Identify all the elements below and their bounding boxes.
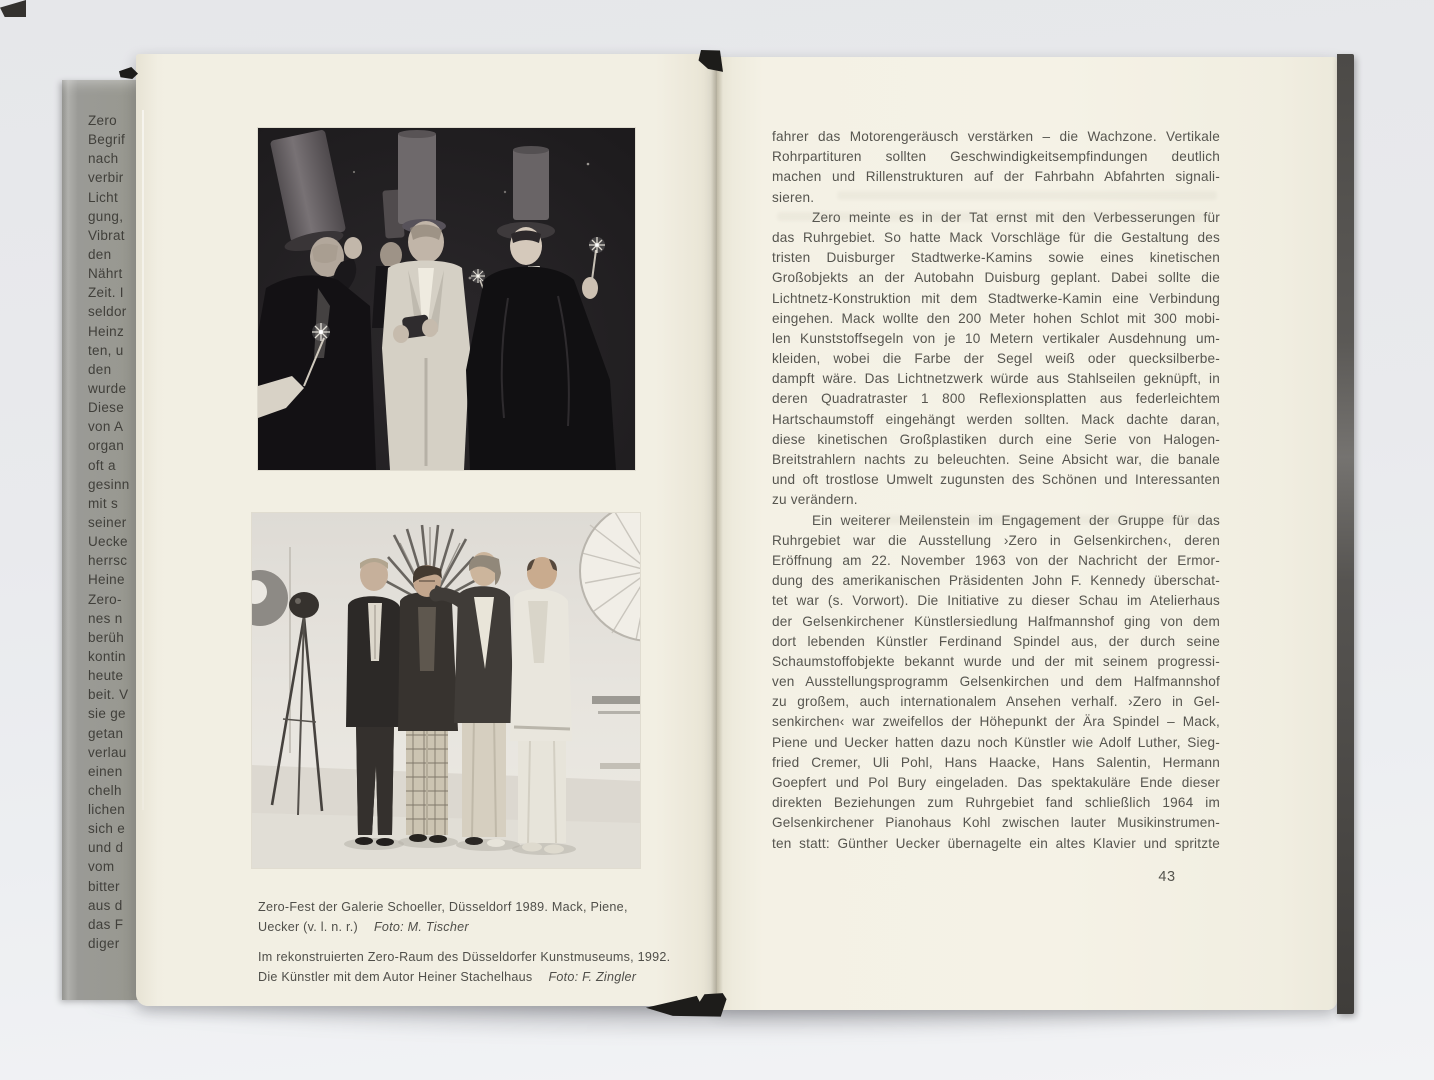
page-edge-highlight: [142, 110, 144, 810]
text-line: Piene und Uecker hatten dazu noch Künstler wie Adolf Luther, Sieg-: [772, 734, 1220, 750]
flap-line: gung,: [88, 208, 124, 224]
flap-line: das F: [88, 916, 124, 932]
text-line: Rohrpartituren sollten Geschwindigkeitsempfindungen deutlich: [772, 149, 1220, 165]
text-line: und oft trostlose Umwelt zugunsten des Schönen und Interessanten: [772, 472, 1220, 488]
caption-line: Im rekonstruierten Zero-Raum des Düsseldorfer Kunstmuseums, 1992.: [258, 950, 671, 964]
flap-line: Heine: [88, 572, 125, 588]
flap-line: Zero-: [88, 591, 122, 607]
cover-edge: [1337, 54, 1354, 1014]
flap-line: kontin: [88, 648, 126, 664]
left-page: [136, 54, 717, 1006]
photo-credit: Foto: M. Tischer: [373, 920, 469, 934]
flap-line: aus d: [88, 897, 123, 913]
showthrough: [877, 515, 1207, 524]
flap-line: sie ge: [88, 706, 126, 722]
flap-line: Nährt: [88, 266, 123, 282]
photo-zero-raum-art: [252, 513, 640, 868]
text-line: zu großem, auch internationalem Ansehen verhalf. ›Zero in Gel-: [772, 694, 1220, 710]
text-line: dampft wäre. Das Lichtnetzwerk würde aus Stahlseilen geknüpft, in: [772, 371, 1220, 387]
flap-line: vom: [88, 859, 115, 875]
text-line: Schaumstoffobjekte bekannt wurde und der mit seinem progressi-: [772, 653, 1220, 669]
showthrough: [837, 191, 1217, 200]
flap-line: heute: [88, 668, 124, 684]
text-line: len Kunststoffsegeln von je 10 Metern vertikaler Ausdehnung um-: [772, 330, 1220, 346]
flap-line: Licht: [88, 189, 119, 205]
text-line: Breitstrahlern nachts zu beleuchten. Seine Absicht war, die banale: [772, 452, 1220, 467]
flap-line: nes n: [88, 610, 123, 626]
flap-line: gesinn: [88, 476, 130, 492]
flap-line: mit s: [88, 495, 118, 511]
text-line: Großobjekts an der Autobahn Duisburg geplant. Dabei sollte die: [772, 270, 1220, 286]
text-line: Goepfert und Pol Bury eingeladen. Das spektakuläre Ende dieser: [772, 775, 1220, 790]
text-line: Ein weiterer Meilenstein im Engagement der Gruppe für das: [812, 512, 1220, 528]
gutter-shadow: [711, 56, 723, 1006]
text-line: dort lebenden Künstler Ferdinand Spindel aus, der durch seine: [772, 633, 1220, 649]
flap-line: Heinz: [88, 323, 125, 339]
photo-zero-fest: [258, 128, 635, 470]
cover-hook-bottom-right: [0, 0, 26, 17]
flap-line: Begrif: [88, 132, 126, 148]
flap-line: verlau: [88, 744, 127, 760]
text-line: senkirchen‹ war zweifellos der Höhepunkt der Ära Spindel – Mack,: [772, 714, 1220, 730]
flap-line: Vibrat: [88, 227, 125, 243]
text-line: deren Quadratraster 1 800 Reflexionsplatten aus federleichtem: [772, 391, 1220, 407]
flap-line: den: [88, 361, 112, 377]
flap-line: wurde: [88, 380, 127, 396]
flap-line: verbir: [88, 170, 124, 186]
flap-line: oft a: [88, 457, 116, 473]
flap-line: nach: [88, 151, 119, 167]
page-number: 43: [1158, 869, 1176, 885]
text-line: direkten Beziehungen zum Ruhrgebiet fand schließlich 1964 im: [772, 795, 1220, 811]
flap-text: [88, 111, 138, 953]
flap-line: von A: [88, 419, 124, 435]
text-line: tristen Duisburger Stadtwerke-Kamins sowie eines kinetischen: [772, 250, 1220, 266]
text-line: sieren.: [772, 189, 815, 205]
caption-line: Die Künstler mit dem Autor Heiner Stachelhaus Foto: F. Zingler: [258, 970, 637, 984]
right-page-text: [772, 127, 1220, 854]
text-line: ven Ausstellungsprogramm Gelsenkirchen und dem Halfmannshof: [772, 674, 1220, 690]
text-line: machen und Rillenstrukturen auf der Fahrbahn Abfahrten signali-: [772, 169, 1220, 185]
text-line: Ruhrgebiet war die Ausstellung ›Zero in Gelsenkirchen‹, deren: [772, 532, 1220, 548]
text-line: Lichtnetz-Konstruktion mit dem Stadtwerke-Kamin eine Verbindung: [772, 290, 1220, 306]
flap-line: chelh: [88, 782, 122, 798]
text-line: dung des amerikanischen Präsidenten John F. Kennedy überschat-: [772, 573, 1220, 589]
caption-line: Uecker (v. l. n. r.) Foto: M. Tischer: [258, 920, 469, 934]
flap-line: Zero: [88, 113, 117, 128]
text-line: Zero meinte es in der Tat ernst mit den Verbesserungen für: [812, 209, 1220, 225]
flap-line: getan: [88, 725, 124, 741]
flap-line: seldor: [88, 304, 127, 320]
text-line: ten statt: Günther Uecker übernagelte ein altes Klavier und spritzte: [772, 835, 1220, 851]
flap-line: Diese: [88, 400, 125, 416]
flap-line: seiner: [88, 514, 127, 530]
showthrough: [777, 212, 1207, 221]
text-line: zu verändern.: [772, 492, 858, 508]
text-line: eingehen. Mack wollte den 200 Meter hohen Schlot mit 300 mobi-: [772, 310, 1220, 326]
photo-credit: Foto: F. Zingler: [548, 970, 637, 984]
flap-line: berüh: [88, 629, 125, 645]
text-line: fahrer das Motorengeräusch verstärken – die Wachzone. Vertikale: [772, 129, 1220, 144]
text-line: der Gelsenkirchener Künstlersiedlung Halfmannshof ging von dem: [772, 613, 1220, 629]
caption-zero-raum: [258, 947, 678, 987]
flap-line: und d: [88, 840, 124, 856]
text-line: fried Cremer, Uli Pohl, Hans Haacke, Hans Salentin, Hermann: [772, 754, 1220, 770]
text-line: diese kinetischen Großplastiken durch eine Serie von Halogen-: [772, 431, 1220, 447]
flap-line: herrsc: [88, 553, 128, 569]
flap-line: ten, u: [88, 342, 124, 358]
flap-line: Zeit. I: [88, 285, 124, 301]
flap-line: Uecke: [88, 534, 128, 550]
flap-line: lichen: [88, 802, 126, 818]
flap-line: organ: [88, 438, 125, 454]
dust-jacket-flap: [62, 80, 138, 1000]
text-line: Gelsenkirchener Pianohaus Kohl zwischen lauter Musikinstrumen-: [772, 815, 1220, 831]
flap-line: beit. V: [88, 687, 129, 703]
right-page: [717, 57, 1337, 1010]
photo-zero-fest-art: [258, 128, 635, 470]
text-line: kleiden, wobei die Farbe der Segel weiß oder quecksilberbe-: [772, 351, 1220, 367]
text-line: das Ruhrgebiet. So hatte Mack Vorschläge für die Gestaltung des: [772, 229, 1220, 245]
caption-zero-fest: [258, 897, 678, 937]
flap-line: bitter: [88, 878, 120, 894]
caption-line: Zero-Fest der Galerie Schoeller, Düsseldorf 1989. Mack, Piene,: [258, 900, 628, 914]
text-line: Hartschaumstoff eingehängt werden sollten. Mack dachte daran,: [772, 411, 1220, 427]
flap-line: diger: [88, 936, 120, 952]
photo-zero-raum: [252, 513, 640, 868]
text-line: Eröffnung am 22. November 1963 von der Nachricht der Ermor-: [772, 552, 1220, 568]
flap-line: sich e: [88, 821, 126, 837]
flap-line: den: [88, 246, 112, 262]
flap-line: einen: [88, 763, 123, 779]
text-line: tet war (s. Vorwort). Die Initiative zu dieser Schau im Atelierhaus: [772, 593, 1220, 609]
